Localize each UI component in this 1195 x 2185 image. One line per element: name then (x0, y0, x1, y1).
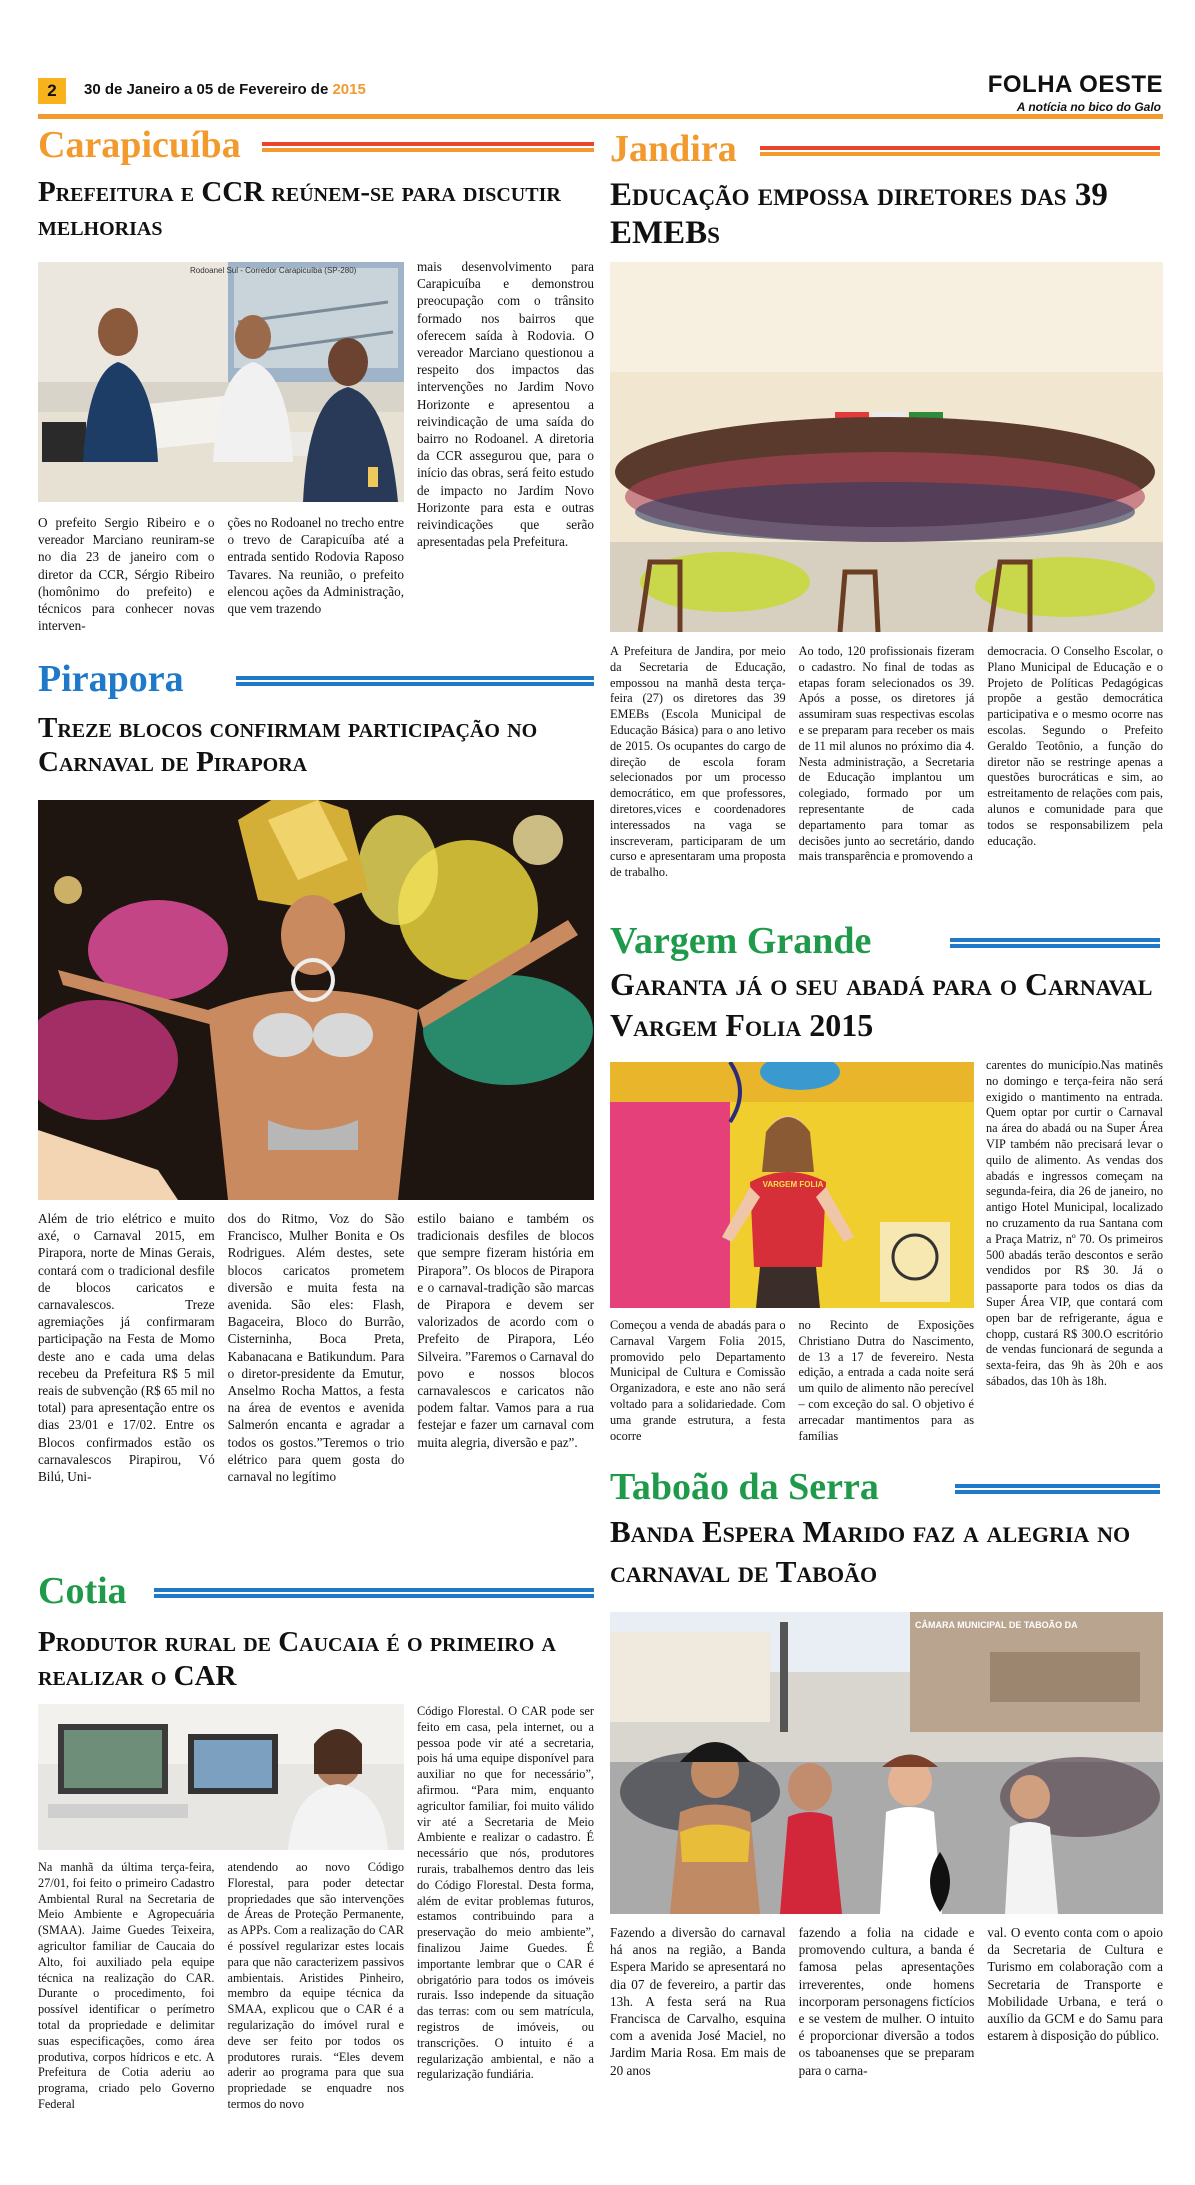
headline-carapicuiba: Prefeitura e CCR reúnem-se para discutir melhorias (38, 176, 561, 242)
photo-carapicuiba-sign: Rodoanel Sul - Corredor Carapicuíba (SP-280) (190, 266, 357, 275)
section-bars-cotia (154, 1588, 594, 1601)
section-bars-jandira (760, 146, 1160, 159)
body-vargem-grande (610, 1318, 974, 1444)
body-pirapora (38, 1210, 594, 1485)
article-column: A Prefeitura de Jandira, por meio da Secretaria de Educação, empossou na manhã desta terça-feira (27) os diretores das 39 EMEBs (Escola Municipal de Educação Básica) para o ano letivo de 2015. Os ocupantes do cargo de direção de escola foram selecionados por um processo democrático, em que professores, diretores,vices e coordenadores interessados na vaga se inscreveram, participaram de um curso e apresentaram uma proposta de trabalho. (610, 644, 786, 880)
section-title-jandira: Jandira (610, 128, 737, 170)
photo-carapicuiba-meeting (38, 262, 404, 502)
article-column: val. O evento conta com o apoio da Secretaria de Cultura e Turismo em colaboração com a Secretaria de Transporte e Mobilidade Urbana, e terá o auxílio da GCM e do Samu para estarem à disposição do público. (987, 1925, 1164, 2044)
body-taboao (610, 1924, 1163, 2079)
article-column: Fazendo a diversão do carnaval há anos na região, a Banda Espera Marido se apresentará no dia 07 de fevereiro, a partir das 13h. A festa será na Rua Francisca de Carvalho, esquina com a avenida José Maciel, no Jardim Maria Rosa. Em mais de 20 anos (610, 1925, 786, 2078)
newspaper-slogan: A notícia no bico do Galo (1016, 100, 1161, 114)
headline-jandira: Educação empossa diretores das 39 EMEBs (610, 177, 1108, 252)
article-column: Na manhã da última terça-feira, 27/01, foi feito o primeiro Cadastro Ambiental Rural na Secretaria de Meio Ambiente e Agropecuária (SMAA). Jaime Guedes Teixeira, agricultor familiar de Caucaia do Alto, foi auxiliado pela equipe técnica na realização do CAR. Durante o procedimento, foi possível identificar o perímetro total da propriedade e delimitar suas especificações, como área produtiva, corpos hídricos e etc. A Prefeitura de Cotia aderiu ao programa, criado pelo Governo Federal (38, 1860, 215, 2111)
headline-cotia: Produtor rural de Caucaia é o primeiro a realizar o CAR (38, 1626, 556, 1692)
body-jandira (610, 644, 1163, 881)
issue-date-text: 30 de Janeiro a 05 de Fevereiro de (84, 81, 333, 98)
photo-taboao-sign: CÂMARA MUNICIPAL DE TABOÃO DA (915, 1620, 1078, 1630)
headline-vargem-grande: Garanta já o seu abadá para o Carnaval Vargem Folia 2015 (610, 966, 1153, 1043)
article-column: estilo baiano e também os tradicionais desfiles de blocos que sempre fizeram história em Pirapora”. Os blocos de Pirapora e o carnaval-tradição são marcas de Pirapora e devem ser valorizados de acordo com o Prefeito de Pirapora, Léo Silveira. ”Faremos o Carnaval do povo e nossos blocos carnavalescos e caricatos não podem faltar. Vamos para a rua festejar e fazer um carnaval com muita alegria, diversão e paz”. (417, 1211, 595, 1450)
section-bars-carapicuiba (262, 142, 594, 155)
newspaper-name: FOLHA OESTE (987, 71, 1163, 98)
header-rule (38, 114, 1163, 119)
photo-taboao-carnival-band (610, 1612, 1163, 1914)
section-bars-vargem-grande (950, 938, 1160, 951)
article-column: Ao todo, 120 profissionais fizeram o cadastro. No final de todas as etapas foram selecionados os 39. Após a posse, os diretores já assumiram suas respectivas escolas e se preparam para receber os mais de 11 mil alunos no próximo dia 4. Nesta administração, a Secretaria de Educação implantou um colegiado, formado por um representante de cada departamento para tomar as decisões junto ao secretário, dando mais transparência e promovendo a (798, 644, 975, 864)
photo-pirapora-carnival-dancer (38, 800, 594, 1200)
article-column: ções no Rodoanel no trecho entre o trevo de Carapicuíba até a entrada sentido Rodovia Raposo Tavares. Na reunião, o prefeito elencou ações da Administração, que vem trazendo (227, 515, 404, 617)
article-column: Código Florestal. O CAR pode ser feito em casa, pela internet, ou a pessoa pode vir até a secretaria, pois há uma equipe disponível para auxiliar no que for necessário”, afirmou. “Para mim, enquanto agricultor familiar, foi muito válido vir até a Secretaria de Meio Ambiente e realizar o cadastro. É necessário que nós, produtores rurais, trabalhemos dentro das leis do Código Florestal. Desta forma, além de evitar problemas futuros, estamos contribuindo para a preservação do meio ambiente”, finalizou Jaime Guedes. É importante lembrar que o CAR é obrigatório para todos os imóveis rurais. Isso independe da situação das terras: com ou sem matrícula, registros de imóveis, ou transcrições. O intuito é a regularização ambiental, e não a regularização fundiária. (417, 1704, 594, 2082)
article-column: Além de trio elétrico e muito axé, o Carnaval 2015, em Pirapora, norte de Minas Gerais, contará com o tradicional desfile de blocos caricatos e carnavalescos. Treze agremiações já confirmaram participação na Festa de Momo deste ano e cada uma delas recebeu da Prefeitura R$ 5 mil reais de subvenção (R$ 65 mil no total) para apresentação entre os dias 23/01 e 17/02. Entre os Blocos confirmados estão os carnavalescos Pirapirou, Vó Bilú, Uni- (38, 1211, 215, 1485)
section-title-vargem-grande: Vargem Grande (610, 920, 872, 962)
article-column: fazendo a folia na cidade e promovendo cultura, a banda é famosa pelas apresentações irreverentes, onde homens incorporam personagens fictícios e se vestem de mulher. O intuito é proporcionar diversão a todos os taboanenses que se preparam para o carna- (798, 1925, 975, 2078)
body-carapicuiba-left (38, 514, 404, 634)
section-bars-pirapora (236, 676, 594, 689)
headline-pirapora: Treze blocos confirmam participação no Carnaval de Pirapora (38, 712, 538, 778)
photo-vargem-shirt-text: VARGEM FOLIA (762, 1180, 824, 1189)
article-column: carentes do município.Nas matinês no domingo e terça-feira não será exigido o mantimento na entrada. Quem optar por curtir o Carnaval na área do abadá ou na Super Área VIP também não precisará levar o quilo de alimento. As vendas dos abadás e ingressos começam na segunda-feira, dia 26 de janeiro, no antigo Hotel Municipal, localizado no cruzamento da rua Santana com a Praça Matriz, nº 70. Os primeiros 500 abadás terão descontos e serão vendidos por R$ 30. Já o passaporte para todos os dias da Super Área VIP, que contará com open bar de refrigerante, água e chopp, custará R$ 300.O escritório de vendas funcionará de segunda a sexta-feira, das 9h às 20h e aos sábados, das 10h às 18h. (986, 1058, 1163, 1388)
body-cotia-left (38, 1860, 404, 2113)
issue-date (84, 81, 366, 98)
article-column: dos do Ritmo, Voz do São Francisco, Mulher Bonita e Os Rodrigues. Além destes, sete blocos caricatos prometem diversão e muita festa na avenida. São eles: Flash, Bagaceira, Bloco do Burrão, Cisterninha, Boca Preta, Kabanacana e Batikundum. Para o diretor-presidente da Emutur, Anselmo Rocha Mattos, a festa na área de eventos e avenida Salmerón encanta e agradar a todos os gostos.”Teremos o trio elétrico para quem gosta do carnaval no legítimo (227, 1211, 405, 1485)
issue-year: 2015 (332, 81, 366, 98)
article-column: no Recinto de Exposições Christiano Dutra do Nascimento, de 13 a 17 de fevereiro. Nesta edição, a entrada a cada noite será um quilo de alimento não perecível – com exceção do sal. O objetivo é arrecadar mantimentos para as famílias (798, 1318, 974, 1443)
section-title-pirapora: Pirapora (38, 658, 184, 700)
section-title-taboao: Taboão da Serra (610, 1466, 879, 1508)
section-bars-taboao (955, 1484, 1160, 1497)
headline-taboao: Banda Espera Marido faz a alegria no carnaval de Taboão (610, 1514, 1131, 1590)
article-column: democracia. O Conselho Escolar, o Plano Municipal de Educação e o Projeto de Políticas Pedagógicas propõe a gestão democrática participativa e o mesmo ocorre nas escolas. Segundo o Prefeito Geraldo Teotônio, a função do diretor não se restringe apenas a questões burocráticas e sim, ao estreitamento de relações com pais, alunos e comunidade para que todos se responsabilizem pela educação. (987, 644, 1164, 848)
article-column: mais desenvolvimento para Carapicuíba e demonstrou preocupação com o trânsito formado nos bairros que oferecem saída à Rodovia. O vereador Marciano questionou a respeito dos impactos das intervenções no Jardim Novo Horizonte e apresentou a reivindicação de uma saída do bairro no Rodoanel. A diretoria da CCR assegurou que, para o início das obras, será feito estudo de impacto no Jardim Novo Horizonte para esta e outras reivindicações que serão apresentadas pela Prefeitura. (417, 259, 594, 550)
section-title-carapicuiba: Carapicuíba (38, 124, 241, 166)
article-column: atendendo ao novo Código Florestal, para poder detectar propriedades que são intervenções de Áreas de Proteção Permanente, as APPs. Com a realização do CAR é possível regularizar estes locais para que não caracterizem passivos ambientais. Aristides Pinheiro, membro da equipe técnica da SMAA, explicou que o CAR é a regularização do imóvel rural e deve ser feito por todos os produtores rurais. “Eles devem aderir ao programa para que sua propriedade se enquadre nos termos do novo (227, 1860, 404, 2111)
article-column: O prefeito Sergio Ribeiro e o vereador Marciano reuniram-se no dia 23 de janeiro com o diretor da CCR, Sérgio Ribeiro (homônimo do prefeito) e técnicos para conhecer novas interven- (38, 515, 215, 634)
page-number: 2 (38, 78, 66, 104)
photo-jandira-directors-group (610, 262, 1163, 632)
photo-cotia-office (38, 1704, 404, 1850)
article-column: Começou a venda de abadás para o Carnaval Vargem Folia 2015, promovido pelo Departamento Municipal de Cultura e Comissão Organizadora, e este ano não será voltado para a solidariedade. Com uma grande estrutura, a festa ocorre (610, 1318, 786, 1443)
section-title-cotia: Cotia (38, 1570, 127, 1612)
